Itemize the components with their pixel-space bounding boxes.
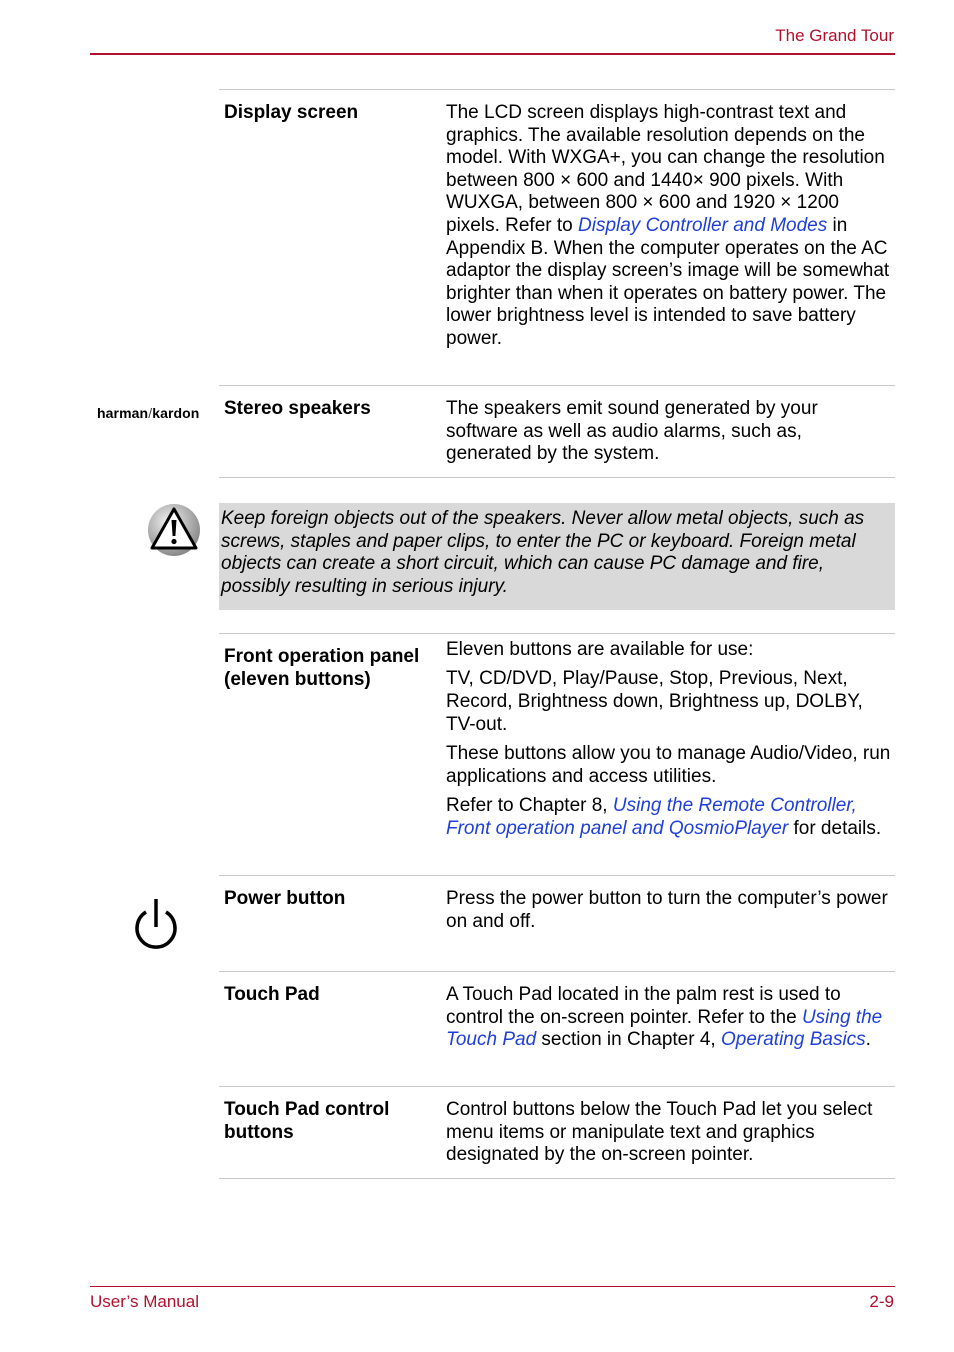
link-remote-controller[interactable]: Using the Remote Controller, Front operation panel and QosmioPlayer: [446, 794, 857, 839]
warning-triangle-icon: [147, 503, 201, 557]
table-rule: [219, 971, 895, 972]
brand-left: harman: [97, 405, 149, 421]
term-touch-pad: Touch Pad: [224, 984, 320, 1005]
desc-stereo-speakers: The speakers emit sound generated by your software as well as audio alarms, such as, generated by the system.: [446, 398, 818, 465]
term-power-button: Power button: [224, 888, 346, 909]
desc-front-operation-panel: [446, 639, 892, 847]
term-stereo-speakers: Stereo speakers: [224, 398, 371, 419]
desc-text: section in Chapter 4,: [536, 1029, 721, 1051]
link-operating-basics[interactable]: Operating Basics: [720, 1029, 866, 1051]
link-display-controller[interactable]: Display Controller and Modes: [578, 214, 828, 236]
table-rule: [219, 385, 895, 386]
desc-touch-pad: [446, 984, 892, 1052]
table-rule: [219, 89, 895, 90]
table-rule: [219, 477, 895, 478]
desc-paragraph: These buttons allow you to manage Audio/Video, run applications and access utilities.: [446, 742, 891, 787]
desc-text: in Appendix B. When the computer operates on the AC adaptor the display screen’s image will be somewhat brighter than when it operates on battery power. The lower brightness level is intended to save battery power.: [446, 214, 890, 349]
harman-kardon-logo: [97, 405, 199, 421]
desc-paragraph: TV, CD/DVD, Play/Pause, Stop, Previous, Next, Record, Brightness down, Brightness up, DOLBY, TV-out.: [446, 668, 863, 735]
power-icon: [131, 897, 181, 955]
brand-separator: /: [148, 405, 153, 421]
running-header-title: The Grand Tour: [775, 26, 894, 45]
link-using-touch-pad[interactable]: Using the Touch Pad: [446, 1006, 883, 1051]
desc-text: The LCD screen displays high-contrast text and graphics. The available resolution depends on the model. With WXGA+, you can change the resolution between 800 × 600 and 1440× 900 pixels. With WUXGA, between 800 × 600 and 1920 × 1200 pixels. Refer to: [446, 102, 885, 236]
footer-manual-title: User’s Manual: [90, 1292, 199, 1311]
table-rule: [219, 1086, 895, 1087]
desc-power-button: Press the power button to turn the computer’s power on and off.: [446, 888, 888, 932]
page-number: 2-9: [869, 1292, 894, 1311]
desc-display-screen: [446, 102, 892, 351]
desc-text: .: [865, 1029, 871, 1051]
table-rule: [219, 875, 895, 876]
table-rule: [219, 633, 895, 634]
footer-rule: [90, 1286, 895, 1287]
term-display-screen: Display screen: [224, 102, 359, 123]
desc-touch-pad-control-buttons: Control buttons below the Touch Pad let you select menu items or manipulate text and graphics designated by the on-screen pointer.: [446, 1099, 873, 1166]
desc-text: A Touch Pad located in the palm rest is used to control the on-screen pointer. Refer to the: [446, 984, 841, 1028]
desc-paragraph: Eleven buttons are available for use:: [446, 639, 754, 660]
header-rule: [90, 53, 895, 55]
desc-text: Refer to Chapter 8,: [446, 794, 613, 816]
warning-text: Keep foreign objects out of the speakers. Never allow metal objects, such as screws, staples and paper clips, to enter the PC or keyboard. Foreign metal objects can create a short circuit, which can cause PC damage and fire, possibly resulting in serious injury.: [221, 508, 865, 597]
table-rule: [219, 1178, 895, 1179]
brand-right: kardon: [152, 405, 200, 421]
desc-text: for details.: [788, 817, 882, 839]
desc-paragraph: [446, 795, 892, 840]
term-front-operation-panel: Front operation panel (eleven buttons): [224, 646, 420, 690]
term-touch-pad-control-buttons: Touch Pad control buttons: [224, 1099, 390, 1143]
